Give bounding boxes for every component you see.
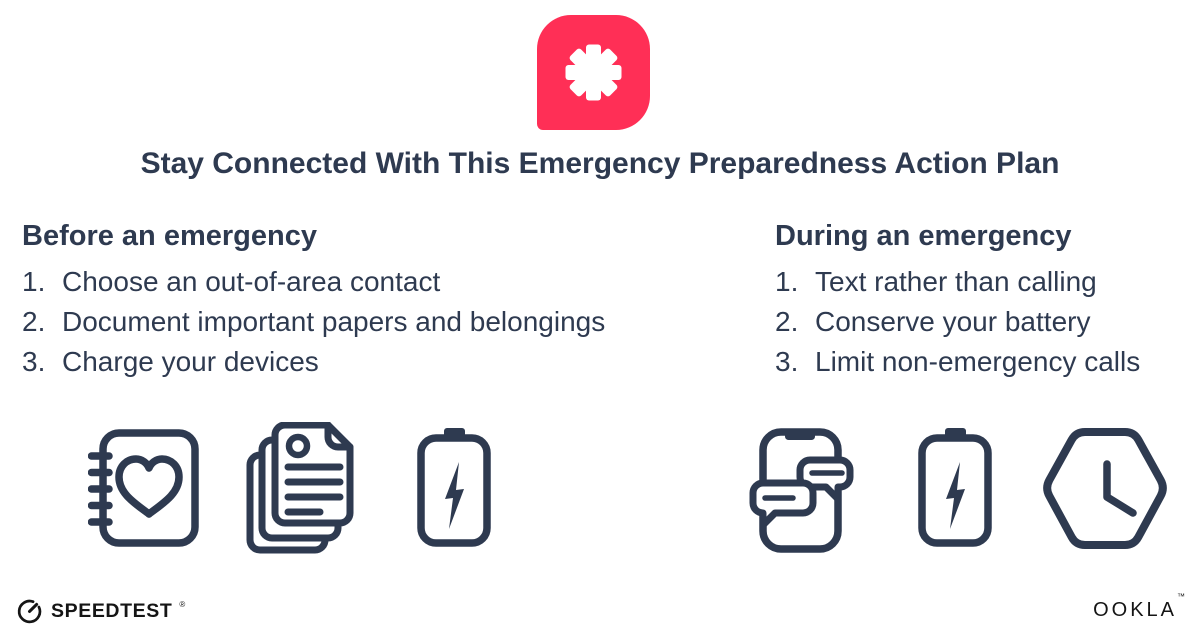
item-number: 1. xyxy=(775,266,799,297)
battery-charge-icon xyxy=(415,426,493,548)
item-text: Document important papers and belongings xyxy=(62,306,606,337)
during-heading: During an emergency xyxy=(775,220,1072,252)
before-column xyxy=(22,219,742,382)
chat-bubble-left xyxy=(753,483,813,525)
ookla-wordmark: OOKLA xyxy=(1093,599,1177,621)
item-number: 2. xyxy=(22,306,46,337)
item-text: Charge your devices xyxy=(62,346,319,377)
list-item xyxy=(22,302,742,342)
item-number: 3. xyxy=(775,346,799,377)
speedtest-gauge-icon xyxy=(16,597,44,625)
gauge-needle xyxy=(30,604,37,611)
lightning-bolt xyxy=(445,462,464,529)
speedtest-trademark: ® xyxy=(179,600,186,609)
item-text: Conserve your battery xyxy=(815,306,1091,337)
speedtest-logo xyxy=(16,596,185,626)
item-number: 1. xyxy=(22,266,46,297)
clock-icon xyxy=(1042,428,1168,549)
asterisk-glyph xyxy=(537,15,650,130)
battery-charge-icon xyxy=(916,426,994,548)
during-list xyxy=(775,262,1195,382)
before-list xyxy=(22,262,742,382)
ookla-logo xyxy=(1093,592,1188,622)
clock-hands xyxy=(1107,464,1133,513)
important-documents-icon xyxy=(236,422,354,554)
phone-messages-icon xyxy=(748,426,854,558)
during-column xyxy=(775,219,1195,382)
contact-notebook-icon xyxy=(88,428,200,548)
item-text: Limit non-emergency calls xyxy=(815,346,1141,377)
item-number: 3. xyxy=(22,346,46,377)
lightning-bolt xyxy=(946,462,965,529)
phone-notch xyxy=(785,432,815,440)
list-item xyxy=(22,342,742,382)
ookla-trademark: ™ xyxy=(1177,592,1188,601)
list-item xyxy=(22,262,742,302)
before-heading: Before an emergency xyxy=(22,220,317,252)
page-title: Stay Connected With This Emergency Preparedness Action Plan xyxy=(140,147,1060,180)
list-item xyxy=(775,342,1195,382)
list-item xyxy=(775,262,1195,302)
heart-glyph xyxy=(119,459,179,514)
list-item xyxy=(775,302,1195,342)
item-number: 2. xyxy=(775,306,799,337)
item-text: Choose an out-of-area contact xyxy=(62,266,441,297)
speedtest-wordmark: SPEEDTEST xyxy=(51,599,173,622)
item-text: Text rather than calling xyxy=(815,266,1097,297)
medical-asterisk-icon xyxy=(537,15,650,130)
